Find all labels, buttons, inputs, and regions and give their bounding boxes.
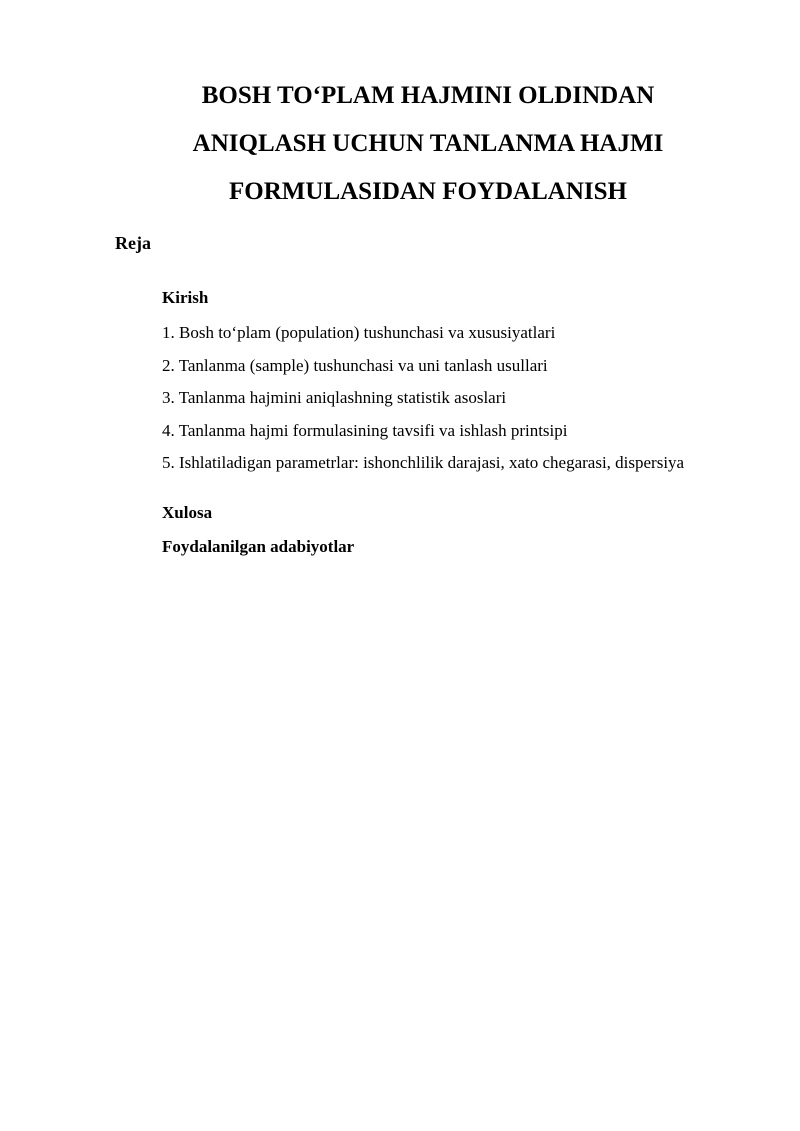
plan-item: 1. Bosh to‘plam (population) tushunchasi va xususiyatlari — [162, 323, 556, 342]
plan-list — [162, 317, 782, 480]
title-line-2: ANIQLASH UCHUN TANLANMA HAJMI — [192, 130, 664, 157]
document-title — [110, 72, 746, 216]
plan-heading: Reja — [115, 233, 151, 253]
title-line-3: FORMULASIDAN FOYDALANISH — [229, 178, 627, 205]
plan-item: 4. Tanlanma hajmi formulasining tavsifi va ishlash printsipi — [162, 420, 568, 440]
plan-references: Foydalanilgan adabiyotlar — [162, 536, 355, 556]
plan-conclusion: Xulosa — [162, 502, 213, 522]
plan-item: 5. Ishlatiladigan parametrlar: ishonchlilik darajasi, xato chegarasi, dispersiya — [162, 453, 685, 472]
plan-intro: Kirish — [162, 288, 209, 307]
plan-item: 3. Tanlanma hajmini aniqlashning statistik asoslari — [162, 388, 507, 407]
title-line-1: BOSH TO‘PLAM HAJMINI OLDINDAN — [201, 82, 655, 109]
plan-section — [162, 285, 782, 560]
plan-item: 2. Tanlanma (sample) tushunchasi va uni tanlash usullari — [162, 355, 548, 375]
